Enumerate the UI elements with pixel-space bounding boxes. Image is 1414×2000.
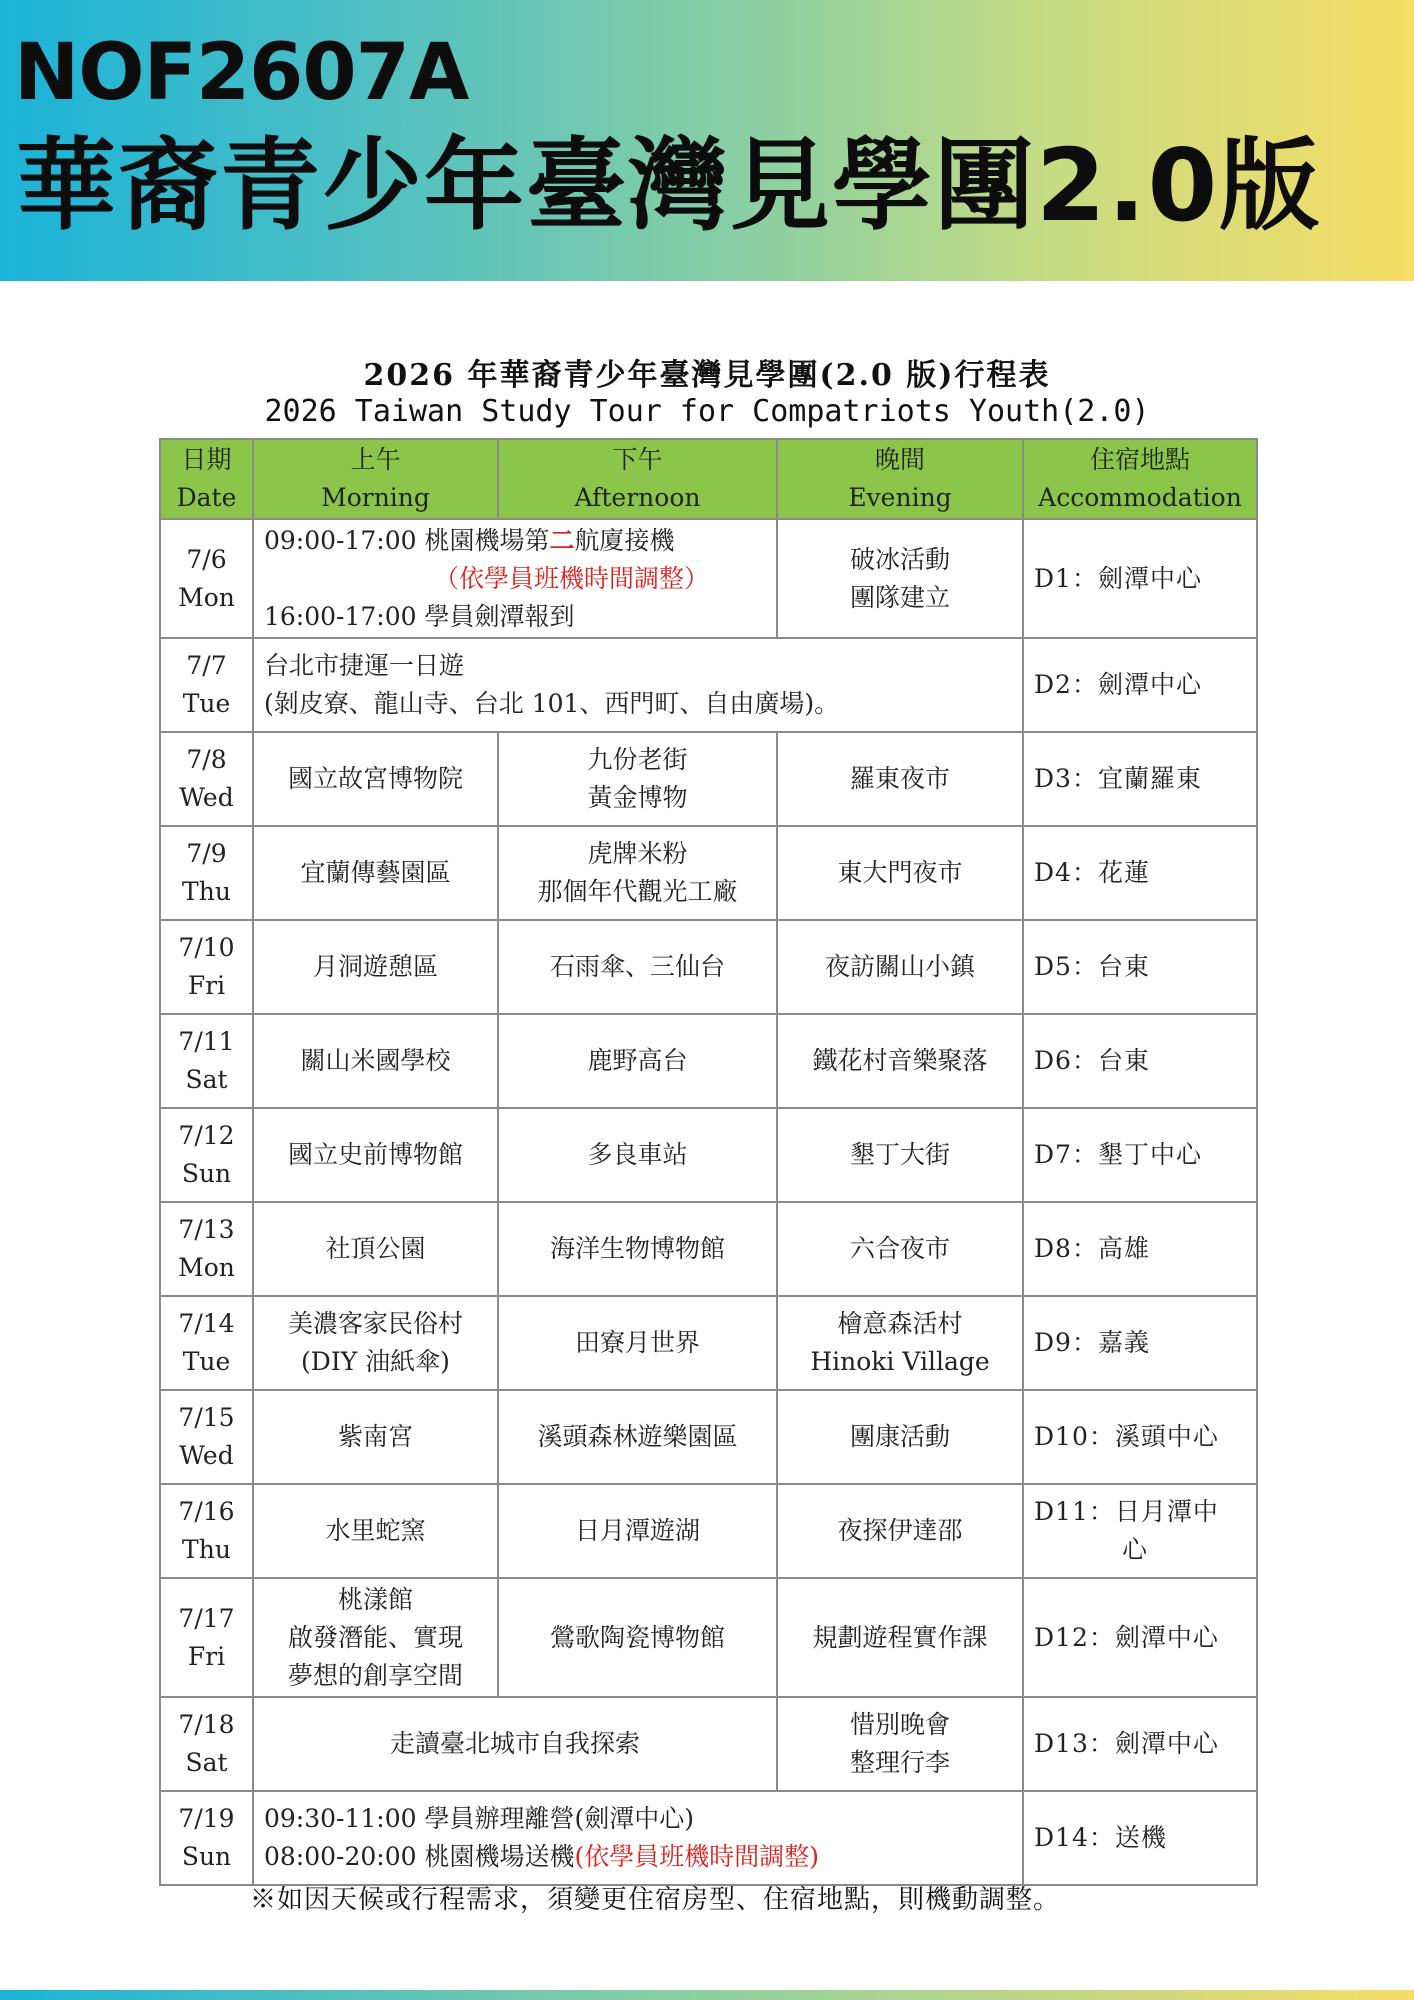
date-cell: 7/9 Thu [160, 826, 253, 920]
header-date: 日期 Date [160, 439, 253, 519]
afternoon-cell: 海洋生物博物館 [498, 1202, 777, 1296]
afternoon-cell: 日月潭遊湖 [498, 1484, 777, 1578]
date-cell: 7/7 Tue [160, 638, 253, 732]
afternoon-cell: 田寮月世界 [498, 1296, 777, 1390]
date-cell: 7/17 Fri [160, 1578, 253, 1697]
table-row [160, 732, 1257, 826]
accommodation-cell: D12：劍潭中心 [1023, 1578, 1257, 1697]
program-title: 華裔青少年臺灣見學團2.0版 [16, 127, 1322, 244]
accommodation-cell: D6：台東 [1023, 1014, 1257, 1108]
table-row [160, 920, 1257, 1014]
itinerary-table [159, 438, 1258, 1886]
morning-cell: 美濃客家民俗村 (DIY 油紙傘) [253, 1296, 498, 1390]
header-row [160, 439, 1257, 519]
date-cell: 7/13 Mon [160, 1202, 253, 1296]
afternoon-cell: 鹿野高台 [498, 1014, 777, 1108]
table-row [160, 1484, 1257, 1578]
date-cell: 7/8 Wed [160, 732, 253, 826]
evening-cell: 鐵花村音樂聚落 [777, 1014, 1023, 1108]
afternoon-cell: 虎牌米粉 那個年代觀光工廠 [498, 826, 777, 920]
date-cell: 7/19 Sun [160, 1791, 253, 1885]
table-row [160, 1697, 1257, 1791]
date-cell: 7/11 Sat [160, 1014, 253, 1108]
evening-cell: 夜訪關山小鎮 [777, 920, 1023, 1014]
footnote: ※如因天候或行程需求，須變更住宿房型、住宿地點，則機動調整。 [250, 1885, 1061, 1915]
table-row [160, 826, 1257, 920]
afternoon-cell: 鶯歌陶瓷博物館 [498, 1578, 777, 1697]
morning-cell: 紫南宮 [253, 1390, 498, 1484]
day-schedule: 台北市捷運一日遊 (剝皮寮、龍山寺、台北 101、西門町、自由廣場)。 [253, 638, 1023, 732]
evening-cell: 惜別晚會 整理行李 [777, 1697, 1023, 1791]
morning-cell: 關山米國學校 [253, 1014, 498, 1108]
date-cell: 7/14 Tue [160, 1296, 253, 1390]
accommodation-cell: D10：溪頭中心 [1023, 1390, 1257, 1484]
morning-cell: 宜蘭傳藝園區 [253, 826, 498, 920]
afternoon-cell: 石雨傘、三仙台 [498, 920, 777, 1014]
accommodation-cell: D11：日月潭中 心 [1023, 1484, 1257, 1578]
schedule-title-zh: 2026 年華裔青少年臺灣見學團(2.0 版)行程表 [363, 358, 1051, 393]
accommodation-cell: D3：宜蘭羅東 [1023, 732, 1257, 826]
morning-cell: 月洞遊憩區 [253, 920, 498, 1014]
header-accommodation: 住宿地點 Accommodation [1023, 439, 1257, 519]
date-cell: 7/16 Thu [160, 1484, 253, 1578]
afternoon-cell: 九份老街 黃金博物 [498, 732, 777, 826]
afternoon-cell: 多良車站 [498, 1108, 777, 1202]
table-row [160, 519, 1257, 638]
accommodation-cell: D5：台東 [1023, 920, 1257, 1014]
date-cell: 7/12 Sun [160, 1108, 253, 1202]
evening-cell: 規劃遊程實作課 [777, 1578, 1023, 1697]
morning-cell: 水里蛇窯 [253, 1484, 498, 1578]
accommodation-cell: D7：墾丁中心 [1023, 1108, 1257, 1202]
evening-cell: 夜探伊達邵 [777, 1484, 1023, 1578]
date-cell: 7/18 Sat [160, 1697, 253, 1791]
morning-cell: 桃漾館 啟發潛能、實現 夢想的創享空間 [253, 1578, 498, 1697]
date-cell: 7/10 Fri [160, 920, 253, 1014]
table-row [160, 1296, 1257, 1390]
afternoon-cell: 溪頭森林遊樂園區 [498, 1390, 777, 1484]
title-banner [0, 0, 1414, 281]
table-row [160, 1014, 1257, 1108]
table-row [160, 1791, 1257, 1885]
day-schedule: 09:30-11:00 學員辦理離營(劍潭中心) 08:00-20:00 桃園機場送機(依學員班機時間調整) [253, 1791, 1023, 1885]
evening-cell: 團康活動 [777, 1390, 1023, 1484]
bottom-bar [0, 1990, 1414, 2000]
evening-cell: 墾丁大街 [777, 1108, 1023, 1202]
header-morning: 上午 Morning [253, 439, 498, 519]
evening-cell: 東大門夜市 [777, 826, 1023, 920]
accommodation-cell: D2：劍潭中心 [1023, 638, 1257, 732]
table-row [160, 638, 1257, 732]
evening-cell: 羅東夜市 [777, 732, 1023, 826]
table-row [160, 1202, 1257, 1296]
table-row [160, 1390, 1257, 1484]
morning-cell: 國立故宮博物院 [253, 732, 498, 826]
header-evening: 晚間 Evening [777, 439, 1023, 519]
accommodation-cell: D4：花蓮 [1023, 826, 1257, 920]
evening-cell: 檜意森活村 Hinoki Village [777, 1296, 1023, 1390]
accommodation-cell: D8：高雄 [1023, 1202, 1257, 1296]
date-cell: 7/6 Mon [160, 519, 253, 638]
table-row [160, 1578, 1257, 1697]
date-cell: 7/15 Wed [160, 1390, 253, 1484]
accommodation-cell: D1：劍潭中心 [1023, 519, 1257, 638]
day-schedule: 09:00-17:00 桃園機場第二航廈接機 （依學員班機時間調整） 16:00-17:00 學員劍潭報到 [253, 519, 777, 638]
daytime-cell: 走讀臺北城市自我探索 [253, 1697, 777, 1791]
accommodation-cell: D14：送機 [1023, 1791, 1257, 1885]
table-row [160, 1108, 1257, 1202]
program-code: NOF2607A [14, 28, 469, 118]
schedule-title-en: 2026 Taiwan Study Tour for Compatriots Youth(2.0) [264, 394, 1150, 429]
header-afternoon: 下午 Afternoon [498, 439, 777, 519]
morning-cell: 社頂公園 [253, 1202, 498, 1296]
accommodation-cell: D13：劍潭中心 [1023, 1697, 1257, 1791]
evening-cell: 破冰活動 團隊建立 [777, 519, 1023, 638]
evening-cell: 六合夜市 [777, 1202, 1023, 1296]
morning-cell: 國立史前博物館 [253, 1108, 498, 1202]
accommodation-cell: D9：嘉義 [1023, 1296, 1257, 1390]
